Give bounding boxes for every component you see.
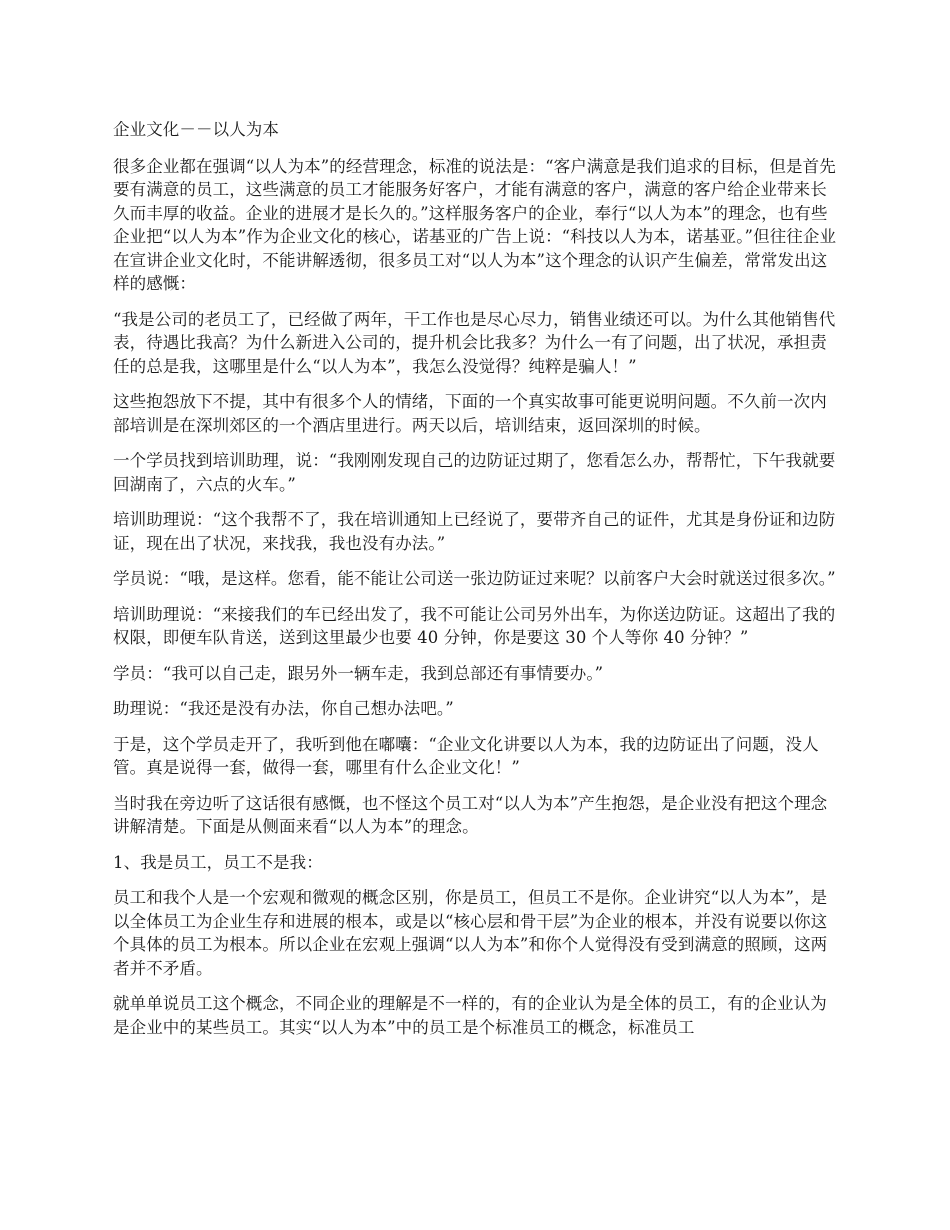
section-heading: 1、我是员工，员工不是我： [113,852,323,872]
paragraph: 学员说：“哦，是这样。您看，能不能让公司送一张边防证过来呢？以前客户大会时就送过很多次。” [113,569,836,588]
paragraph: 于是，这个学员走开了，我听到他在嘟囔：“企业文化讲要以人为本，我的边防证出了问题，没人管。真是说得一套，做得一套，哪里有什么企业文化！” [113,734,819,777]
paragraph: 当时我在旁边听了这话很有感慨，也不怪这个员工对“以人为本”产生抱怨，是企业没有把这个理念讲解清楚。下面是从侧面来看“以人为本”的理念。 [113,793,828,836]
paragraph: 培训助理说：“来接我们的车已经出发了，我不可能让公司另外出车，为你送边防证。这超出了我的权限，即便车队肯送，送到这里最少也要 40 分钟，你是要这 30 个人等你 40 分钟？” [113,604,836,647]
paragraph: 这些抱怨放下不提，其中有很多个人的情绪，下面的一个真实故事可能更说明问题。不久前一次内部培训是在深圳郊区的一个酒店里进行。两天以后，培训结束，返回深圳的时候。 [113,392,827,435]
document-title: 企业文化－－以人为本 [113,120,279,139]
paragraph: 很多企业都在强调“以人为本”的经营理念，标准的说法是：“客户满意是我们追求的目标，但是首先要有满意的员工，这些满意的员工才能服务好客户，才能有满意的客户，满意的客户给企业带来长久而丰厚的收益。企业的进展才是长久的。”这样服务客户的企业，奉行“以人为本”的理念，也有些企业把“以人为本”作为企业文化的核心，诺基亚的广告上说：“科技以人为本，诺基亚。”但往往企业在宣讲企业文化时，不能讲解透彻，很多员工对“以人为本”这个理念的认识产生偏差，常常发出这样的感慨： [113,156,837,293]
paragraph: 培训助理说：“这个我帮不了，我在培训通知上已经说了，要带齐自己的证件，尤其是身份证和边防证，现在出了状况，来找我，我也没有办法。” [113,510,836,553]
paragraph: 一个学员找到培训助理，说：“我刚刚发现自己的边防证过期了，您看怎么办，帮帮忙，下午我就要回湖南了，六点的火车。” [113,451,836,494]
document-page [113,118,841,1051]
paragraph: 助理说：“我还是没有办法，你自己想办法吧。” [113,699,454,718]
paragraph: 员工和我个人是一个宏观和微观的概念区别，你是员工，但员工不是你。企业讲究“以人为本”，是以全体员工为企业生存和进展的根本，或是以“核心层和骨干层”为企业的根本，并没有说要以你这个具体的员工为根本。所以企业在宏观上强调“以人为本”和你个人觉得没有受到满意的照顾，这两者并不矛盾。 [113,888,828,978]
paragraph: 学员：“我可以自己走，跟另外一辆车走，我到总部还有事情要办。” [113,663,604,683]
paragraph: “我是公司的老员工了，已经做了两年，干工作也是尽心尽力，销售业绩还可以。为什么其他销售代表，待遇比我高？为什么新进入公司的，提升机会比我多？为什么一有了问题，出了状况，承担责任的总是我，这哪里是什么“以人为本”，我怎么没觉得？纯粹是骗人！” [113,309,836,376]
paragraph: 就单单说员工这个概念，不同企业的理解是不一样的，有的企业认为是全体的员工，有的企业认为是企业中的某些员工。其实“以人为本”中的员工是个标准员工的概念，标准员工 [113,994,827,1037]
